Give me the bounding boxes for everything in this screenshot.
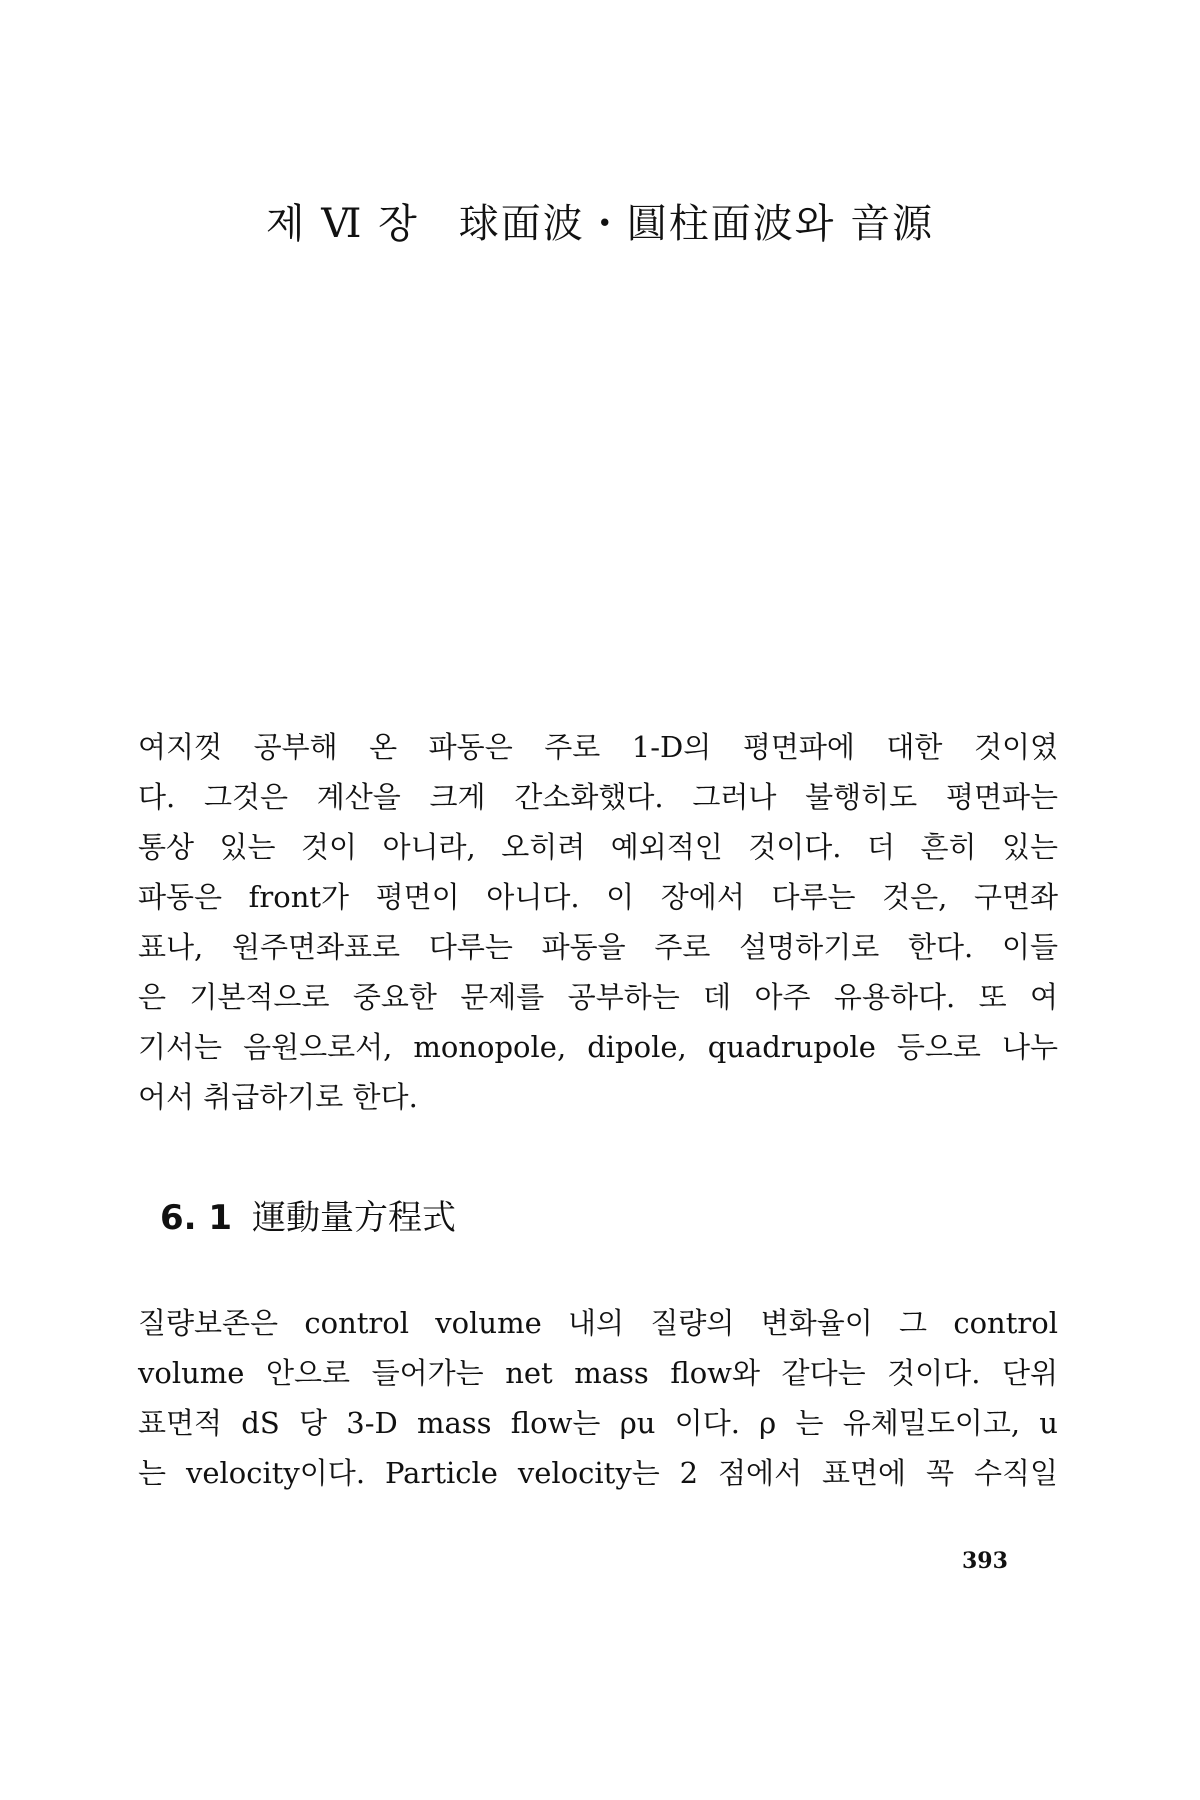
text-line: volume 안으로 들어가는 net mass flow와 같다는 것이다. 단위 bbox=[138, 1356, 1058, 1390]
section-heading bbox=[160, 1190, 456, 1239]
text-line: 표나, 원주면좌표로 다루는 파동을 주로 설명하기로 한다. 이들 bbox=[138, 930, 1058, 964]
text-line: 기서는 음원으로서, monopole, dipole, quadrupole 등으로 나누 bbox=[138, 1030, 1058, 1064]
intro-paragraph bbox=[138, 722, 1058, 1122]
chapter-heading-text: 球面波・圓柱面波와 音源 bbox=[458, 201, 935, 247]
text-line: 여지껏 공부해 온 파동은 주로 1-D의 평면파에 대한 것이였 bbox=[138, 730, 1058, 764]
page-number: 393 bbox=[962, 1548, 1008, 1574]
text-line: 통상 있는 것이 아니라, 오히려 예외적인 것이다. 더 흔히 있는 bbox=[138, 830, 1058, 864]
section-number: 6. 1 bbox=[160, 1198, 233, 1238]
section-paragraph bbox=[138, 1298, 1058, 1498]
chapter-label: 제 Ⅵ 장 bbox=[265, 201, 419, 247]
text-line: 표면적 dS 당 3-D mass flow는 ρu 이다. ρ 는 유체밀도이고, u bbox=[138, 1406, 1058, 1440]
text-line: 는 velocity이다. Particle velocity는 2 점에서 표면에 꼭 수직일 bbox=[138, 1456, 1058, 1490]
chapter-title bbox=[0, 192, 1200, 249]
text-line: 파동은 front가 평면이 아니다. 이 장에서 다루는 것은, 구면좌 bbox=[138, 880, 1058, 914]
section-title: 運動量方程式 bbox=[252, 1198, 456, 1238]
text-line: 은 기본적으로 중요한 문제를 공부하는 데 아주 유용하다. 또 여 bbox=[138, 980, 1058, 1014]
text-line: 다. 그것은 계산을 크게 간소화했다. 그러나 불행히도 평면파는 bbox=[138, 780, 1058, 814]
text-line: 어서 취급하기로 한다. bbox=[138, 1080, 418, 1114]
text-line: 질량보존은 control volume 내의 질량의 변화율이 그 control bbox=[138, 1306, 1058, 1340]
